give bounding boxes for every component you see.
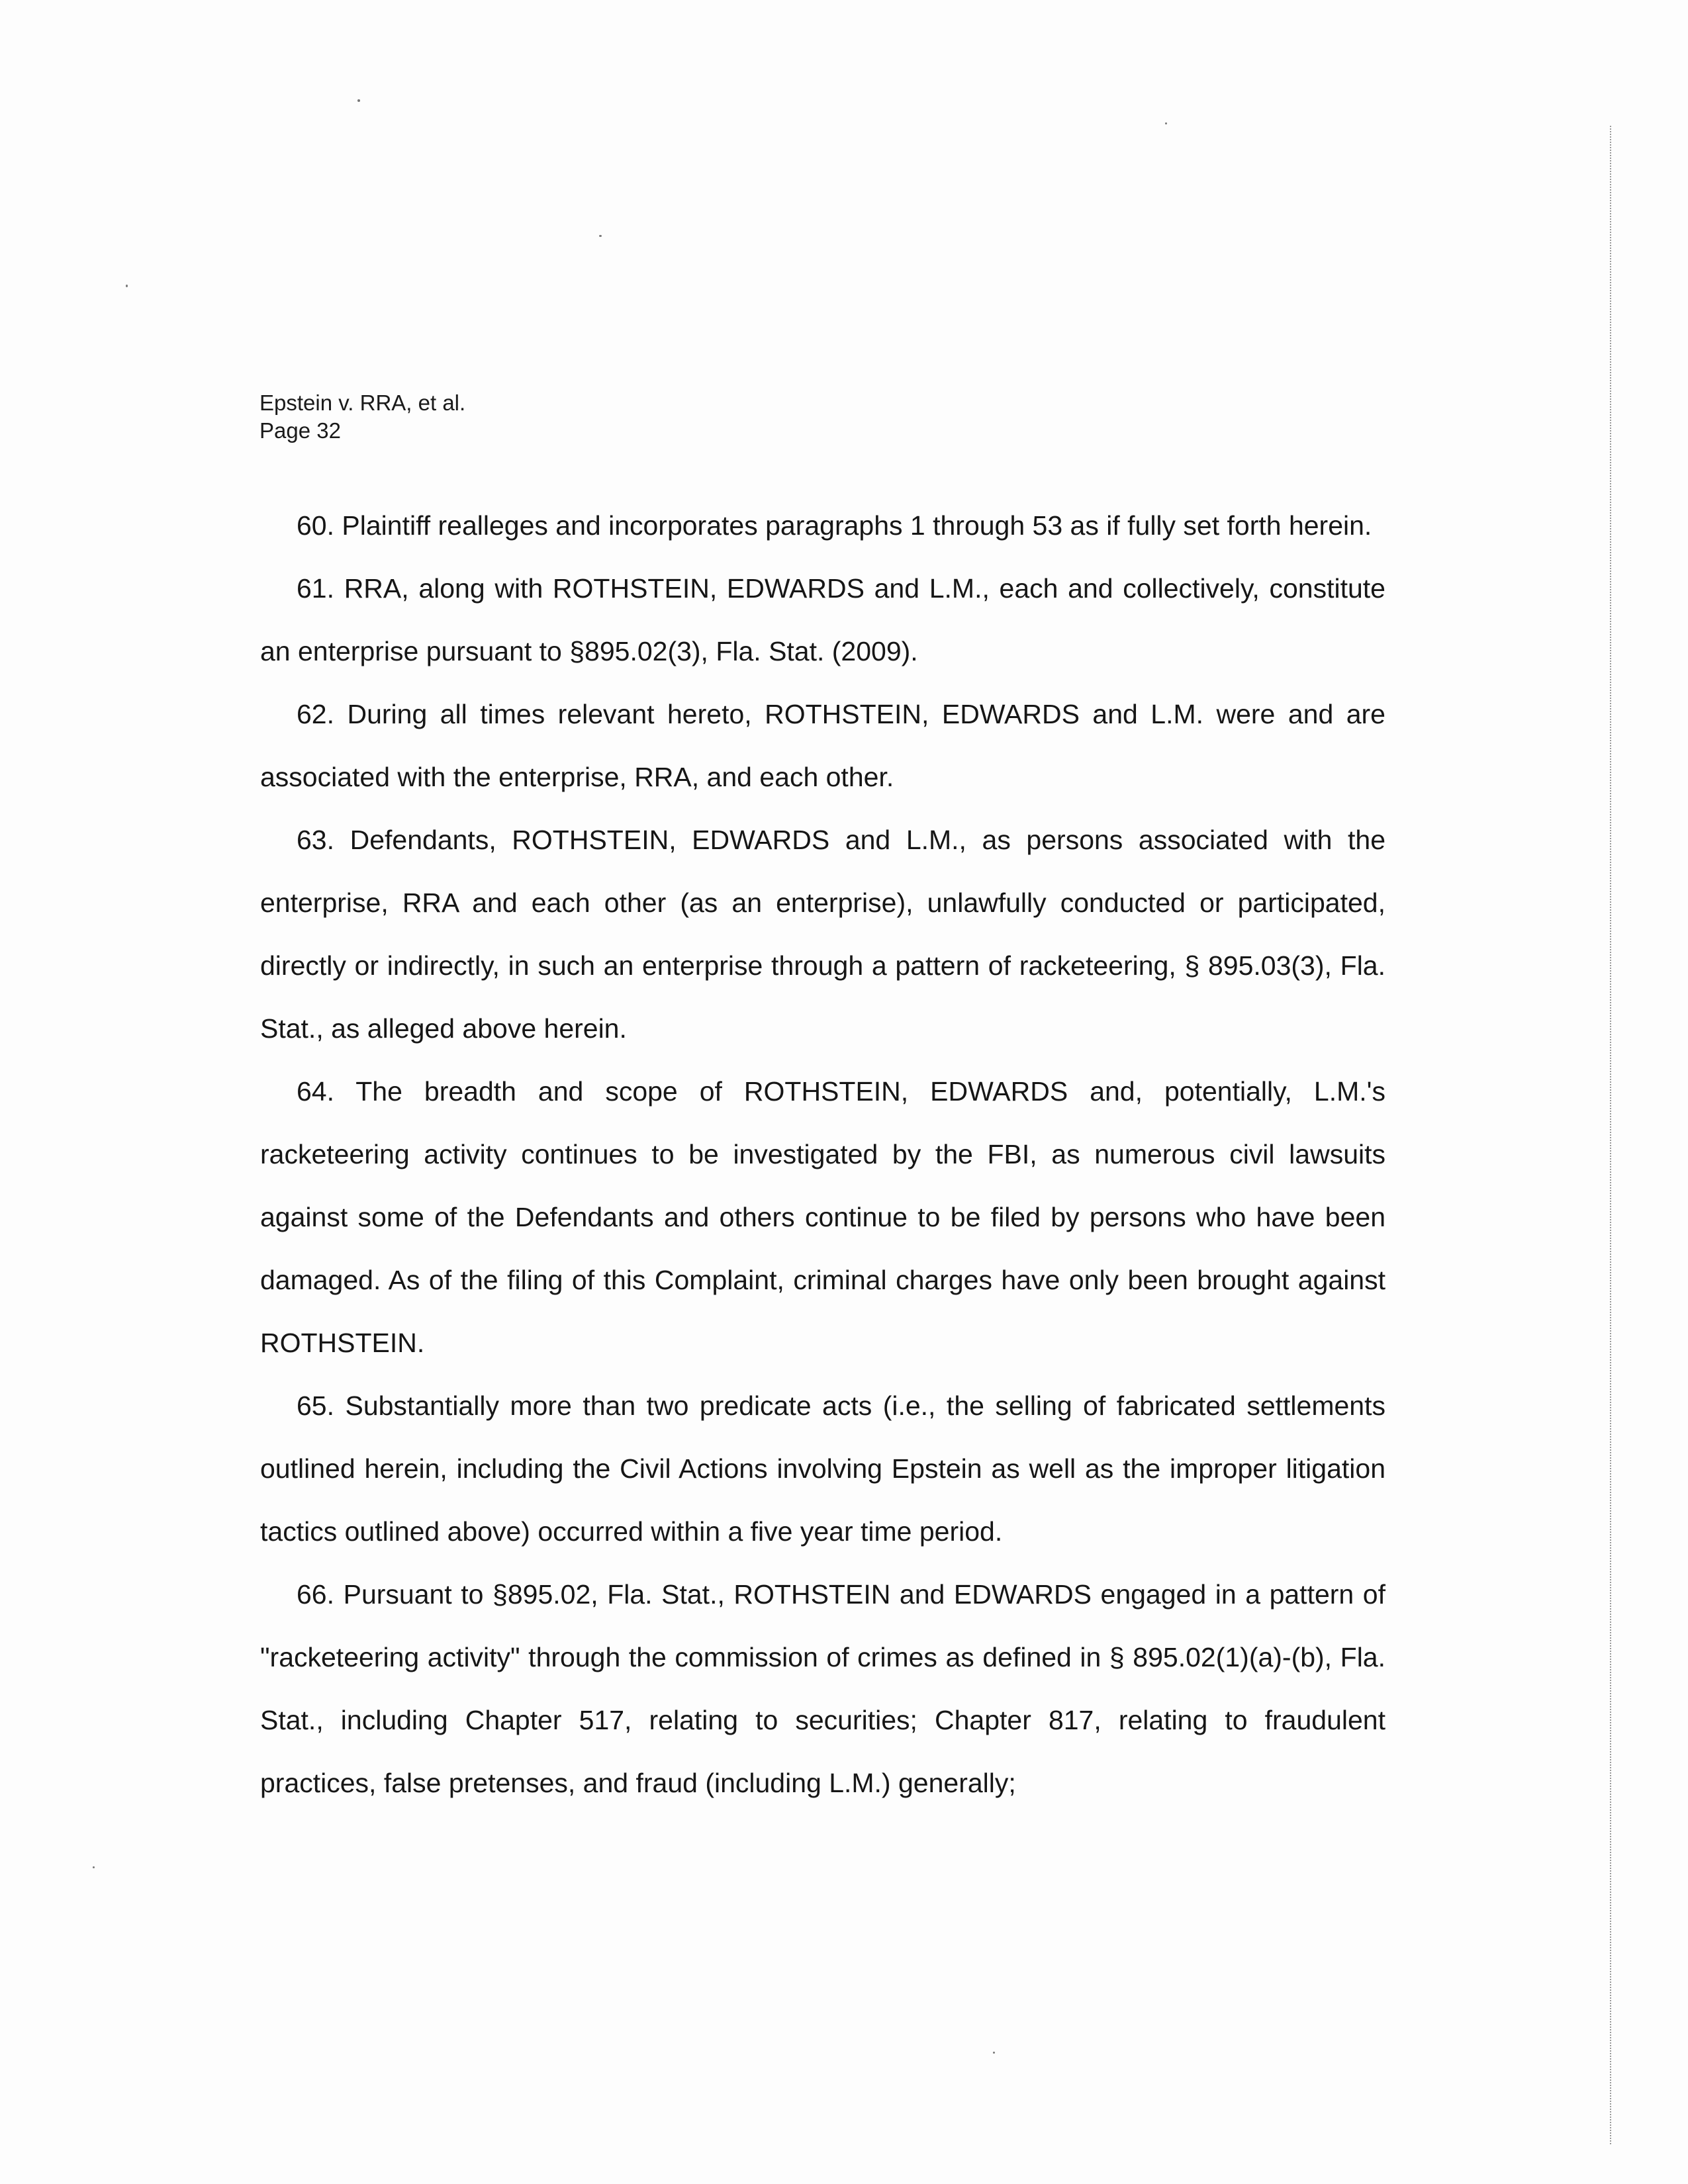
paragraph-number: 61. [297, 573, 334, 604]
paragraph-number: 66. [297, 1579, 334, 1610]
scan-speck [993, 2052, 995, 2054]
paragraph-text: Plaintiff realleges and incorporates paragraphs 1 through 53 as if fully set forth herein. [342, 510, 1372, 541]
paragraph-text: During all times relevant hereto, ROTHSTEIN, EDWARDS and L.M. were and are associated with the enterprise, RRA, and each other. [260, 699, 1385, 792]
scan-speck [93, 1866, 95, 1868]
paragraph-61 [260, 557, 1385, 683]
paragraph-64 [260, 1060, 1385, 1375]
page-header [259, 389, 465, 445]
scan-speck [599, 235, 602, 237]
scan-speck [126, 285, 128, 287]
paragraph-number: 62. [297, 699, 334, 729]
scan-edge-artifact [1610, 126, 1611, 2144]
paragraph-number: 60. [297, 510, 334, 541]
page-number: Page 32 [259, 418, 341, 443]
case-caption: Epstein v. RRA, et al. [259, 390, 466, 415]
paragraph-text: Substantially more than two predicate acts (i.e., the selling of fabricated settlements outlined herein, including the Civil Actions involving Epstein as well as the improper litigation tactics outlined above) occurred within a five year time period. [260, 1390, 1385, 1547]
paragraph-text: Pursuant to §895.02, Fla. Stat., ROTHSTEIN and EDWARDS engaged in a pattern of "racketeering activity" through the commission of crimes as defined in § 895.02(1)(a)-(b), Fla. Stat., including Chapter 517, relating to securities; Chapter 817, relating to fraudulent practices, false pretenses, and fraud (including L.M.) generally; [260, 1579, 1385, 1798]
paragraph-62 [260, 683, 1385, 809]
paragraph-60 [260, 494, 1385, 557]
document-body [260, 494, 1385, 1815]
paragraph-text: The breadth and scope of ROTHSTEIN, EDWARDS and, potentially, L.M.'s racketeering activity continues to be investigated by the FBI, as numerous civil lawsuits against some of the Defendants and others continue to be filed by persons who have been damaged. As of the filing of this Complaint, criminal charges have only been brought against ROTHSTEIN. [260, 1076, 1385, 1358]
paragraph-63 [260, 809, 1385, 1060]
paragraph-66 [260, 1563, 1385, 1815]
scan-speck [1165, 122, 1167, 124]
paragraph-text: RRA, along with ROTHSTEIN, EDWARDS and L.M., each and collectively, constitute an enterprise pursuant to §895.02(3), Fla. Stat. (2009). [260, 573, 1385, 666]
scan-speck [357, 99, 360, 102]
paragraph-number: 63. [297, 825, 334, 855]
paragraph-number: 64. [297, 1076, 334, 1107]
paragraph-number: 65. [297, 1390, 334, 1421]
paragraph-text: Defendants, ROTHSTEIN, EDWARDS and L.M., as persons associated with the enterprise, RRA and each other (as an enterprise), unlawfully conducted or participated, directly or indirectly, in such an enterprise through a pattern of racketeering, § 895.03(3), Fla. Stat., as alleged above herein. [260, 825, 1385, 1044]
paragraph-65 [260, 1375, 1385, 1563]
